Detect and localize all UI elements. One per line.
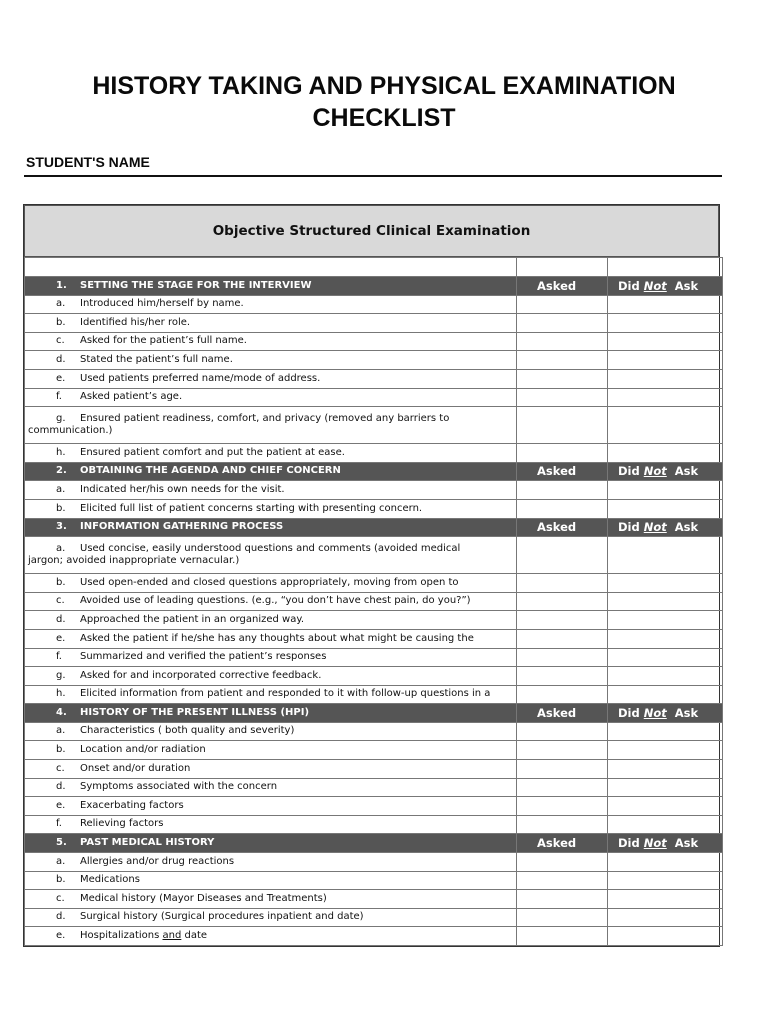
item-letter: c. xyxy=(56,892,65,904)
did-not-ask-checkbox-cell[interactable] xyxy=(608,760,723,779)
did-not-ask-checkbox-cell[interactable] xyxy=(608,853,723,872)
checklist-item-text: f. Relieving factors xyxy=(25,815,517,834)
checklist-item-row xyxy=(25,351,723,370)
checklist-item-row xyxy=(25,444,723,463)
did-not-ask-column-header: Did Not Ask xyxy=(608,462,723,481)
asked-checkbox-cell[interactable] xyxy=(517,444,608,463)
checklist-container xyxy=(23,204,720,947)
checklist-item-row xyxy=(25,797,723,816)
asked-checkbox-cell[interactable] xyxy=(517,927,608,946)
did-not-ask-checkbox-cell[interactable] xyxy=(608,592,723,611)
item-letter: e. xyxy=(56,372,66,384)
asked-checkbox-cell[interactable] xyxy=(517,537,608,574)
section-header-row xyxy=(25,834,723,853)
item-letter: h. xyxy=(56,688,66,700)
asked-checkbox-cell[interactable] xyxy=(517,369,608,388)
checklist-item-row xyxy=(25,815,723,834)
asked-checkbox-cell[interactable] xyxy=(517,760,608,779)
section-header-row xyxy=(25,277,723,296)
checklist-item-text: b. Used open-ended and closed questions appropriately, moving from open to xyxy=(25,574,517,593)
checklist-item-text: b. Location and/or radiation xyxy=(25,741,517,760)
checklist-item-row xyxy=(25,407,723,444)
did-not-ask-checkbox-cell[interactable] xyxy=(608,648,723,667)
checklist-item-text: a. Introduced him/herself by name. xyxy=(25,295,517,314)
checklist-item-text: g. Ensured patient readiness, comfort, and privacy (removed any barriers to communication.) xyxy=(25,407,517,444)
checklist-item-text: e. Used patients preferred name/mode of address. xyxy=(25,369,517,388)
checklist-item-text: a. Allergies and/or drug reactions xyxy=(25,853,517,872)
asked-column-header: Asked xyxy=(517,277,608,296)
section-title-text: HISTORY OF THE PRESENT ILLNESS (HPI) xyxy=(80,706,310,718)
item-letter: f. xyxy=(56,391,62,403)
asked-column-header: Asked xyxy=(517,834,608,853)
asked-checkbox-cell[interactable] xyxy=(517,871,608,890)
checklist-item-row xyxy=(25,295,723,314)
checklist-item-text: g. Asked for and incorporated corrective feedback. xyxy=(25,667,517,686)
did-not-ask-checkbox-cell[interactable] xyxy=(608,890,723,909)
checklist-item-text: b. Elicited full list of patient concerns starting with presenting concern. xyxy=(25,499,517,518)
item-letter: c. xyxy=(56,762,65,774)
checklist-item-row xyxy=(25,481,723,500)
did-not-ask-checkbox-cell[interactable] xyxy=(608,369,723,388)
asked-checkbox-cell[interactable] xyxy=(517,778,608,797)
asked-checkbox-cell[interactable] xyxy=(517,351,608,370)
checklist-item-text: c. Avoided use of leading questions. (e.g., “you don’t have chest pain, do you?”) xyxy=(25,592,517,611)
title-line-2: CHECKLIST xyxy=(312,104,456,132)
item-letter: d. xyxy=(56,353,66,365)
section-title xyxy=(25,462,517,481)
checklist-item-row xyxy=(25,629,723,648)
did-not-ask-checkbox-cell[interactable] xyxy=(608,407,723,444)
did-not-ask-checkbox-cell[interactable] xyxy=(608,314,723,333)
asked-checkbox-cell[interactable] xyxy=(517,574,608,593)
did-not-ask-checkbox-cell[interactable] xyxy=(608,537,723,574)
section-header-row xyxy=(25,704,723,723)
did-not-ask-checkbox-cell[interactable] xyxy=(608,295,723,314)
checklist-item-row xyxy=(25,760,723,779)
asked-checkbox-cell[interactable] xyxy=(517,815,608,834)
item-letter: h. xyxy=(56,446,66,458)
did-not-ask-checkbox-cell[interactable] xyxy=(608,388,723,407)
item-letter: b. xyxy=(56,874,66,886)
section-number: 2. xyxy=(56,465,67,477)
item-letter: f. xyxy=(56,818,62,830)
did-not-ask-checkbox-cell[interactable] xyxy=(608,332,723,351)
section-title-text: PAST MEDICAL HISTORY xyxy=(80,837,215,849)
asked-checkbox-cell[interactable] xyxy=(517,722,608,741)
item-letter: e. xyxy=(56,799,66,811)
checklist-item-text: d. Stated the patient’s full name. xyxy=(25,351,517,370)
did-not-ask-checkbox-cell[interactable] xyxy=(608,741,723,760)
item-letter: a. xyxy=(56,298,66,310)
item-letter: a. xyxy=(56,542,66,554)
checklist-item-text: c. Medical history (Mayor Diseases and Treatments) xyxy=(25,890,517,909)
checklist-item-text: d. Approached the patient in an organized way. xyxy=(25,611,517,630)
asked-column-header: Asked xyxy=(517,704,608,723)
section-header-row xyxy=(25,462,723,481)
section-number: 3. xyxy=(56,521,67,533)
checklist-item-row xyxy=(25,927,723,946)
checklist-item-text: c. Onset and/or duration xyxy=(25,760,517,779)
checklist-item-text: e. Exacerbating factors xyxy=(25,797,517,816)
asked-checkbox-cell[interactable] xyxy=(517,295,608,314)
asked-checkbox-cell[interactable] xyxy=(517,648,608,667)
section-number: 5. xyxy=(56,837,67,849)
checklist-item-row xyxy=(25,890,723,909)
student-name-label: STUDENT'S NAME xyxy=(26,154,150,170)
checklist-item-text: b. Medications xyxy=(25,871,517,890)
section-number: 1. xyxy=(56,279,67,291)
item-letter: c. xyxy=(56,335,65,347)
asked-checkbox-cell[interactable] xyxy=(517,388,608,407)
checklist-item-text: d. Surgical history (Surgical procedures inpatient and date) xyxy=(25,908,517,927)
item-letter: d. xyxy=(56,911,66,923)
item-letter: b. xyxy=(56,316,66,328)
did-not-ask-checkbox-cell[interactable] xyxy=(608,629,723,648)
item-letter: c. xyxy=(56,595,65,607)
did-not-ask-checkbox-cell[interactable] xyxy=(608,351,723,370)
checklist-item-text: a. Characteristics ( both quality and severity) xyxy=(25,722,517,741)
checklist-item-row xyxy=(25,741,723,760)
document-title xyxy=(0,70,768,134)
checklist-table xyxy=(24,257,723,946)
checklist-item-row xyxy=(25,332,723,351)
did-not-ask-checkbox-cell[interactable] xyxy=(608,611,723,630)
did-not-ask-checkbox-cell[interactable] xyxy=(608,444,723,463)
asked-column-header: Asked xyxy=(517,518,608,537)
section-title-text: SETTING THE STAGE FOR THE INTERVIEW xyxy=(80,279,312,291)
checklist-item-row xyxy=(25,574,723,593)
did-not-ask-checkbox-cell[interactable] xyxy=(608,797,723,816)
did-not-ask-checkbox-cell[interactable] xyxy=(608,927,723,946)
checklist-item-text: f. Asked patient’s age. xyxy=(25,388,517,407)
asked-checkbox-cell[interactable] xyxy=(517,611,608,630)
section-title xyxy=(25,518,517,537)
checklist-item-text: d. Symptoms associated with the concern xyxy=(25,778,517,797)
checklist-item-text: c. Asked for the patient’s full name. xyxy=(25,332,517,351)
did-not-ask-checkbox-cell[interactable] xyxy=(608,481,723,500)
did-not-ask-checkbox-cell[interactable] xyxy=(608,574,723,593)
title-line-1: HISTORY TAKING AND PHYSICAL EXAMINATION xyxy=(92,72,676,100)
asked-checkbox-cell[interactable] xyxy=(517,592,608,611)
asked-checkbox-cell[interactable] xyxy=(517,407,608,444)
osce-banner: Objective Structured Clinical Examination xyxy=(24,205,719,257)
asked-checkbox-cell[interactable] xyxy=(517,890,608,909)
checklist-item-row xyxy=(25,908,723,927)
item-letter: d. xyxy=(56,781,66,793)
asked-column-header: Asked xyxy=(517,462,608,481)
item-letter: b. xyxy=(56,576,66,588)
item-letter: d. xyxy=(56,613,66,625)
checklist-item-text: h. Elicited information from patient and responded to it with follow-up questions in a xyxy=(25,685,517,704)
section-title xyxy=(25,277,517,296)
checklist-item-row xyxy=(25,722,723,741)
did-not-ask-checkbox-cell[interactable] xyxy=(608,499,723,518)
asked-checkbox-cell[interactable] xyxy=(517,629,608,648)
checklist-item-text: e. Asked the patient if he/she has any thoughts about what might be causing the xyxy=(25,629,517,648)
asked-checkbox-cell[interactable] xyxy=(517,667,608,686)
item-letter: a. xyxy=(56,483,66,495)
item-letter: e. xyxy=(56,930,66,941)
item-letter: b. xyxy=(56,502,66,514)
asked-checkbox-cell[interactable] xyxy=(517,499,608,518)
checklist-item-row xyxy=(25,314,723,333)
checklist-item-row xyxy=(25,592,723,611)
asked-checkbox-cell[interactable] xyxy=(517,908,608,927)
checklist-item-text: a. Used concise, easily understood questions and comments (avoided medical jargon; avoided inappropriate vernacular.) xyxy=(25,537,517,574)
checklist-item-row xyxy=(25,648,723,667)
asked-checkbox-cell[interactable] xyxy=(517,685,608,704)
section-number: 4. xyxy=(56,706,67,718)
item-letter: b. xyxy=(56,744,66,756)
item-letter: e. xyxy=(56,632,66,644)
did-not-ask-column-header: Did Not Ask xyxy=(608,704,723,723)
did-not-ask-checkbox-cell[interactable] xyxy=(608,778,723,797)
did-not-ask-column-header: Did Not Ask xyxy=(608,518,723,537)
asked-checkbox-cell[interactable] xyxy=(517,481,608,500)
section-title xyxy=(25,834,517,853)
did-not-ask-checkbox-cell[interactable] xyxy=(608,815,723,834)
section-title xyxy=(25,704,517,723)
checklist-item-text: e. Hospitalizations and date xyxy=(25,927,517,946)
asked-checkbox-cell[interactable] xyxy=(517,797,608,816)
item-letter: g. xyxy=(56,412,66,424)
did-not-ask-checkbox-cell[interactable] xyxy=(608,685,723,704)
section-header-row xyxy=(25,518,723,537)
checklist-item-row xyxy=(25,778,723,797)
checklist-item-row xyxy=(25,685,723,704)
section-title-text: OBTAINING THE AGENDA AND CHIEF CONCERN xyxy=(80,465,341,477)
item-letter: g. xyxy=(56,669,66,681)
did-not-ask-column-header: Did Not Ask xyxy=(608,277,723,296)
checklist-item-text: f. Summarized and verified the patient’s responses xyxy=(25,648,517,667)
student-name-field[interactable] xyxy=(24,175,722,177)
checklist-item-row xyxy=(25,611,723,630)
item-letter: a. xyxy=(56,855,66,867)
spacer-row xyxy=(25,258,723,277)
checklist-item-row xyxy=(25,369,723,388)
checklist-item-text: h. Ensured patient comfort and put the patient at ease. xyxy=(25,444,517,463)
item-letter: f. xyxy=(56,651,62,663)
asked-checkbox-cell[interactable] xyxy=(517,314,608,333)
asked-checkbox-cell[interactable] xyxy=(517,332,608,351)
checklist-item-row xyxy=(25,388,723,407)
checklist-item-row xyxy=(25,499,723,518)
did-not-ask-column-header: Did Not Ask xyxy=(608,834,723,853)
section-title-text: INFORMATION GATHERING PROCESS xyxy=(80,521,284,533)
checklist-item-row xyxy=(25,537,723,574)
did-not-ask-checkbox-cell[interactable] xyxy=(608,667,723,686)
did-not-ask-checkbox-cell[interactable] xyxy=(608,908,723,927)
asked-checkbox-cell[interactable] xyxy=(517,853,608,872)
did-not-ask-checkbox-cell[interactable] xyxy=(608,722,723,741)
asked-checkbox-cell[interactable] xyxy=(517,741,608,760)
checklist-item-text: a. Indicated her/his own needs for the visit. xyxy=(25,481,517,500)
checklist-item-row xyxy=(25,871,723,890)
item-letter: a. xyxy=(56,725,66,737)
checklist-item-row xyxy=(25,667,723,686)
checklist-item-row xyxy=(25,853,723,872)
checklist-item-text: b. Identified his/her role. xyxy=(25,314,517,333)
did-not-ask-checkbox-cell[interactable] xyxy=(608,871,723,890)
